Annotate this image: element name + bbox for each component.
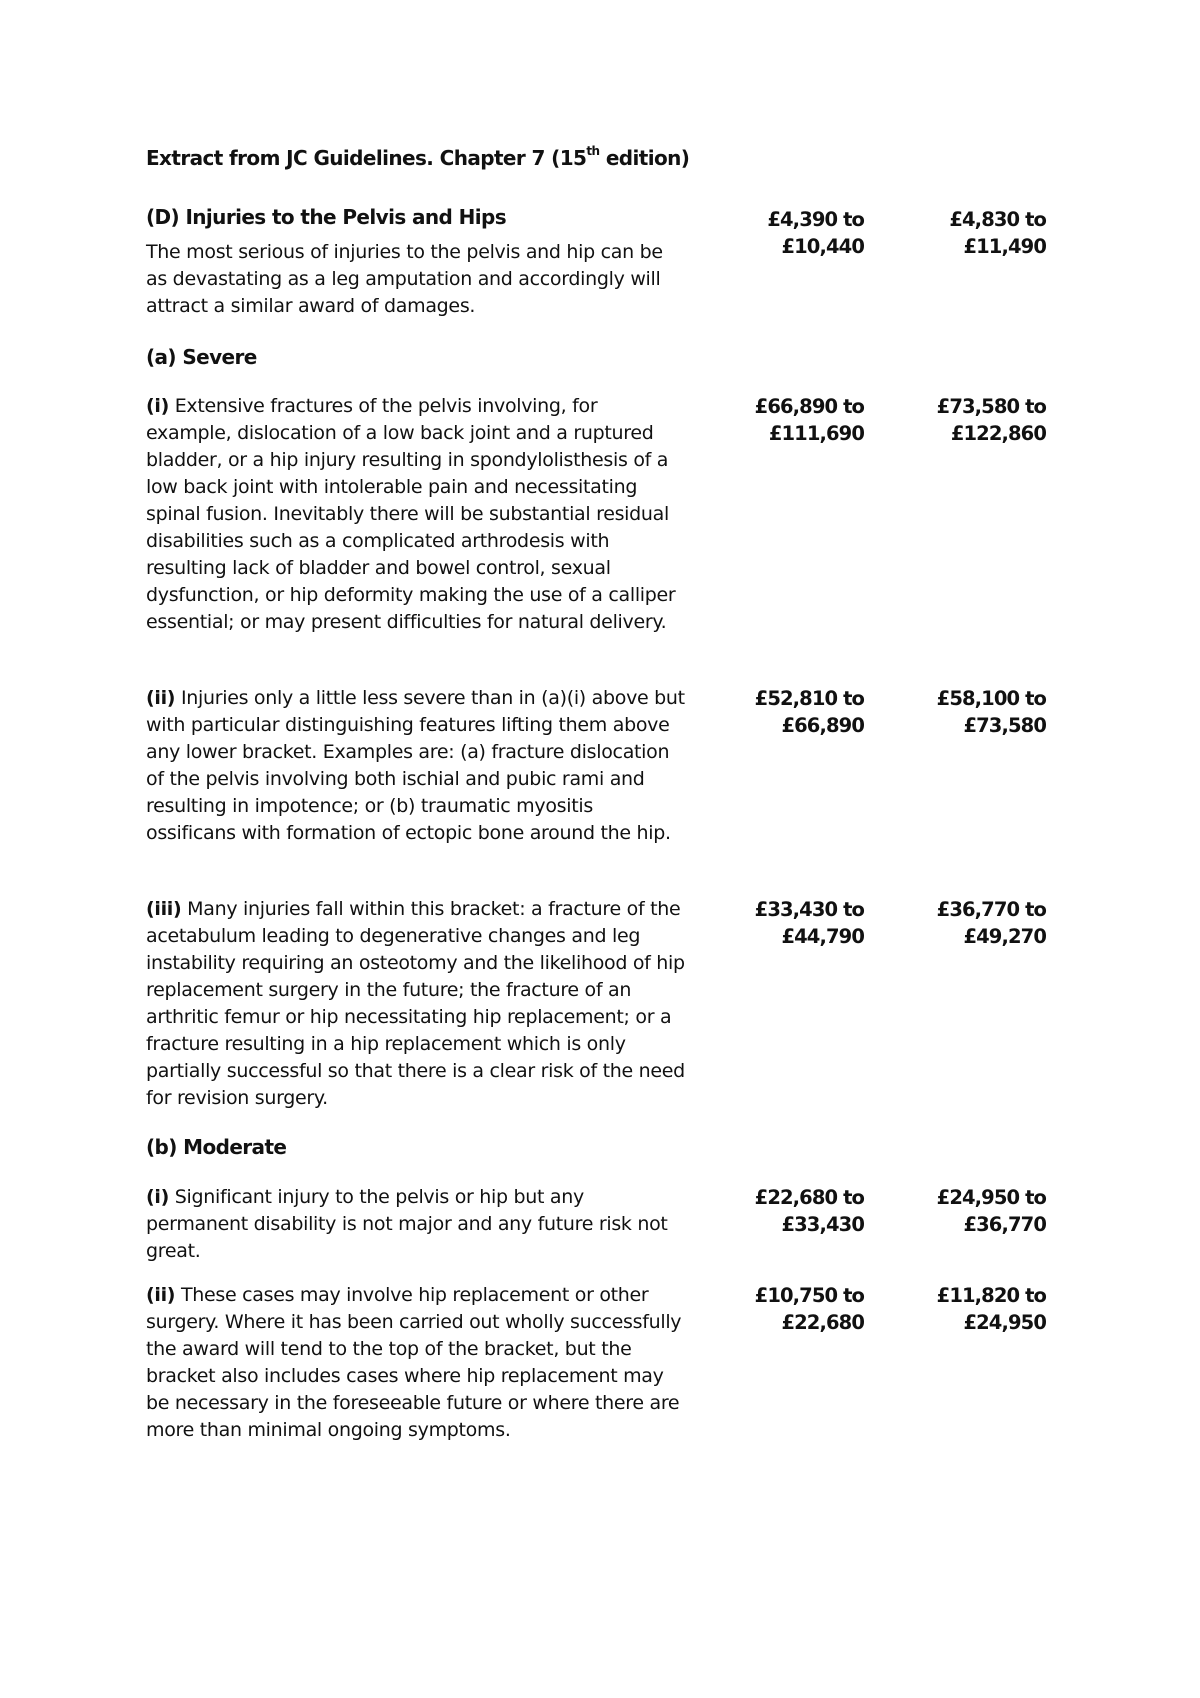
- entry-text: Many injuries fall within this bracket: a fracture of the acetabulum leading to degenerative changes and leg instability requiring an osteotomy and the likelihood of hip replacement surgery in the future; the fracture of an arthritic femur or hip necessitating hip replacement; or a fracture resulting in a hip replacement which is only partially successful so that there is a clear risk of the need for revision surgery.: [146, 898, 685, 1109]
- amount-to: £11,490: [963, 235, 1046, 258]
- amount-range-section-col1: [700, 206, 864, 260]
- entry-severe-i: [146, 393, 686, 636]
- amount-range-severe-ii-col1: [700, 685, 864, 739]
- entry-moderate-ii: [146, 1282, 686, 1444]
- entry-text: These cases may involve hip replacement or other surgery. Where it has been carried out wholly successfully the award will tend to the top of the bracket, but the bracket also includes cases where hip replacement may be necessary in the foreseeable future or where there are more than minimal ongoing symptoms.: [146, 1284, 682, 1441]
- amount-from: £36,770 to: [936, 898, 1046, 921]
- amount-range-severe-iii-col1: [700, 896, 864, 950]
- amount-from: £66,890 to: [754, 395, 864, 418]
- entry-text: Injuries only a little less severe than in (a)(i) above but with particular distinguishing features lifting them above any lower bracket. Examples are: (a) fracture dislocation of the pelvis involving both ischial and pubic rami and resulting in impotence; or (b) traumatic myositis ossificans with formation of ectopic bone around the hip.: [146, 687, 685, 844]
- amount-to: £36,770: [963, 1213, 1046, 1236]
- amount-from: £11,820 to: [936, 1284, 1046, 1307]
- section-heading-pelvis-hips: (D) Injuries to the Pelvis and Hips: [146, 205, 507, 229]
- entry-text: Significant injury to the pelvis or hip but any permanent disability is not major and any future risk not great.: [146, 1186, 668, 1262]
- amount-to: £44,790: [781, 925, 864, 948]
- amount-from: £4,830 to: [949, 208, 1046, 231]
- amount-from: £22,680 to: [754, 1186, 864, 1209]
- entry-label: (i): [146, 1186, 169, 1208]
- amount-from: £4,390 to: [767, 208, 864, 231]
- entry-label: (i): [146, 395, 169, 417]
- amount-range-severe-ii-col2: [880, 685, 1046, 739]
- amount-range-moderate-i-col1: [700, 1184, 864, 1238]
- entry-severe-iii: [146, 896, 686, 1112]
- amount-to: £33,430: [781, 1213, 864, 1236]
- amount-from: £10,750 to: [754, 1284, 864, 1307]
- amount-from: £73,580 to: [936, 395, 1046, 418]
- entry-severe-ii: [146, 685, 686, 847]
- amount-range-moderate-ii-col1: [700, 1282, 864, 1336]
- amount-range-severe-i-col2: [880, 393, 1046, 447]
- amount-to: £122,860: [950, 422, 1046, 445]
- amount-range-moderate-ii-col2: [880, 1282, 1046, 1336]
- amount-to: £49,270: [963, 925, 1046, 948]
- amount-to: £10,440: [781, 235, 864, 258]
- page-title-superscript: th: [586, 144, 600, 159]
- entry-label: (ii): [146, 1284, 176, 1306]
- entry-label: (iii): [146, 898, 182, 920]
- amount-to: £111,690: [768, 422, 864, 445]
- page-title-end: edition): [599, 146, 690, 170]
- amount-from: £33,430 to: [754, 898, 864, 921]
- amount-range-section-col2: [880, 206, 1046, 260]
- amount-range-moderate-i-col2: [880, 1184, 1046, 1238]
- entry-moderate-i: [146, 1184, 686, 1265]
- entry-label: (ii): [146, 687, 176, 709]
- page-title-text: Extract from JC Guidelines. Chapter 7 (15: [146, 146, 587, 170]
- amount-to: £66,890: [781, 714, 864, 737]
- amount-to: £73,580: [963, 714, 1046, 737]
- page-title: [146, 146, 689, 170]
- amount-from: £52,810 to: [754, 687, 864, 710]
- subheading-severe: (a) Severe: [146, 345, 257, 369]
- amount-to: £22,680: [781, 1311, 864, 1334]
- subheading-moderate: (b) Moderate: [146, 1135, 287, 1159]
- amount-range-severe-iii-col2: [880, 896, 1046, 950]
- amount-from: £58,100 to: [936, 687, 1046, 710]
- entry-text: Extensive fractures of the pelvis involving, for example, dislocation of a low back joint and a ruptured bladder, or a hip injury resulting in spondylolisthesis of a low back joint with intolerable pain and necessitating spinal fusion. Inevitably there will be substantial residual disabilities such as a complicated arthrodesis with resulting lack of bladder and bowel control, sexual dysfunction, or hip deformity making the use of a calliper essential; or may present difficulties for natural delivery.: [146, 395, 676, 633]
- amount-to: £24,950: [963, 1311, 1046, 1334]
- amount-range-severe-i-col1: [700, 393, 864, 447]
- section-intro: The most serious of injuries to the pelvis and hip can be as devastating as a leg amputation and accordingly will attract a similar award of damages.: [146, 241, 663, 317]
- amount-from: £24,950 to: [936, 1186, 1046, 1209]
